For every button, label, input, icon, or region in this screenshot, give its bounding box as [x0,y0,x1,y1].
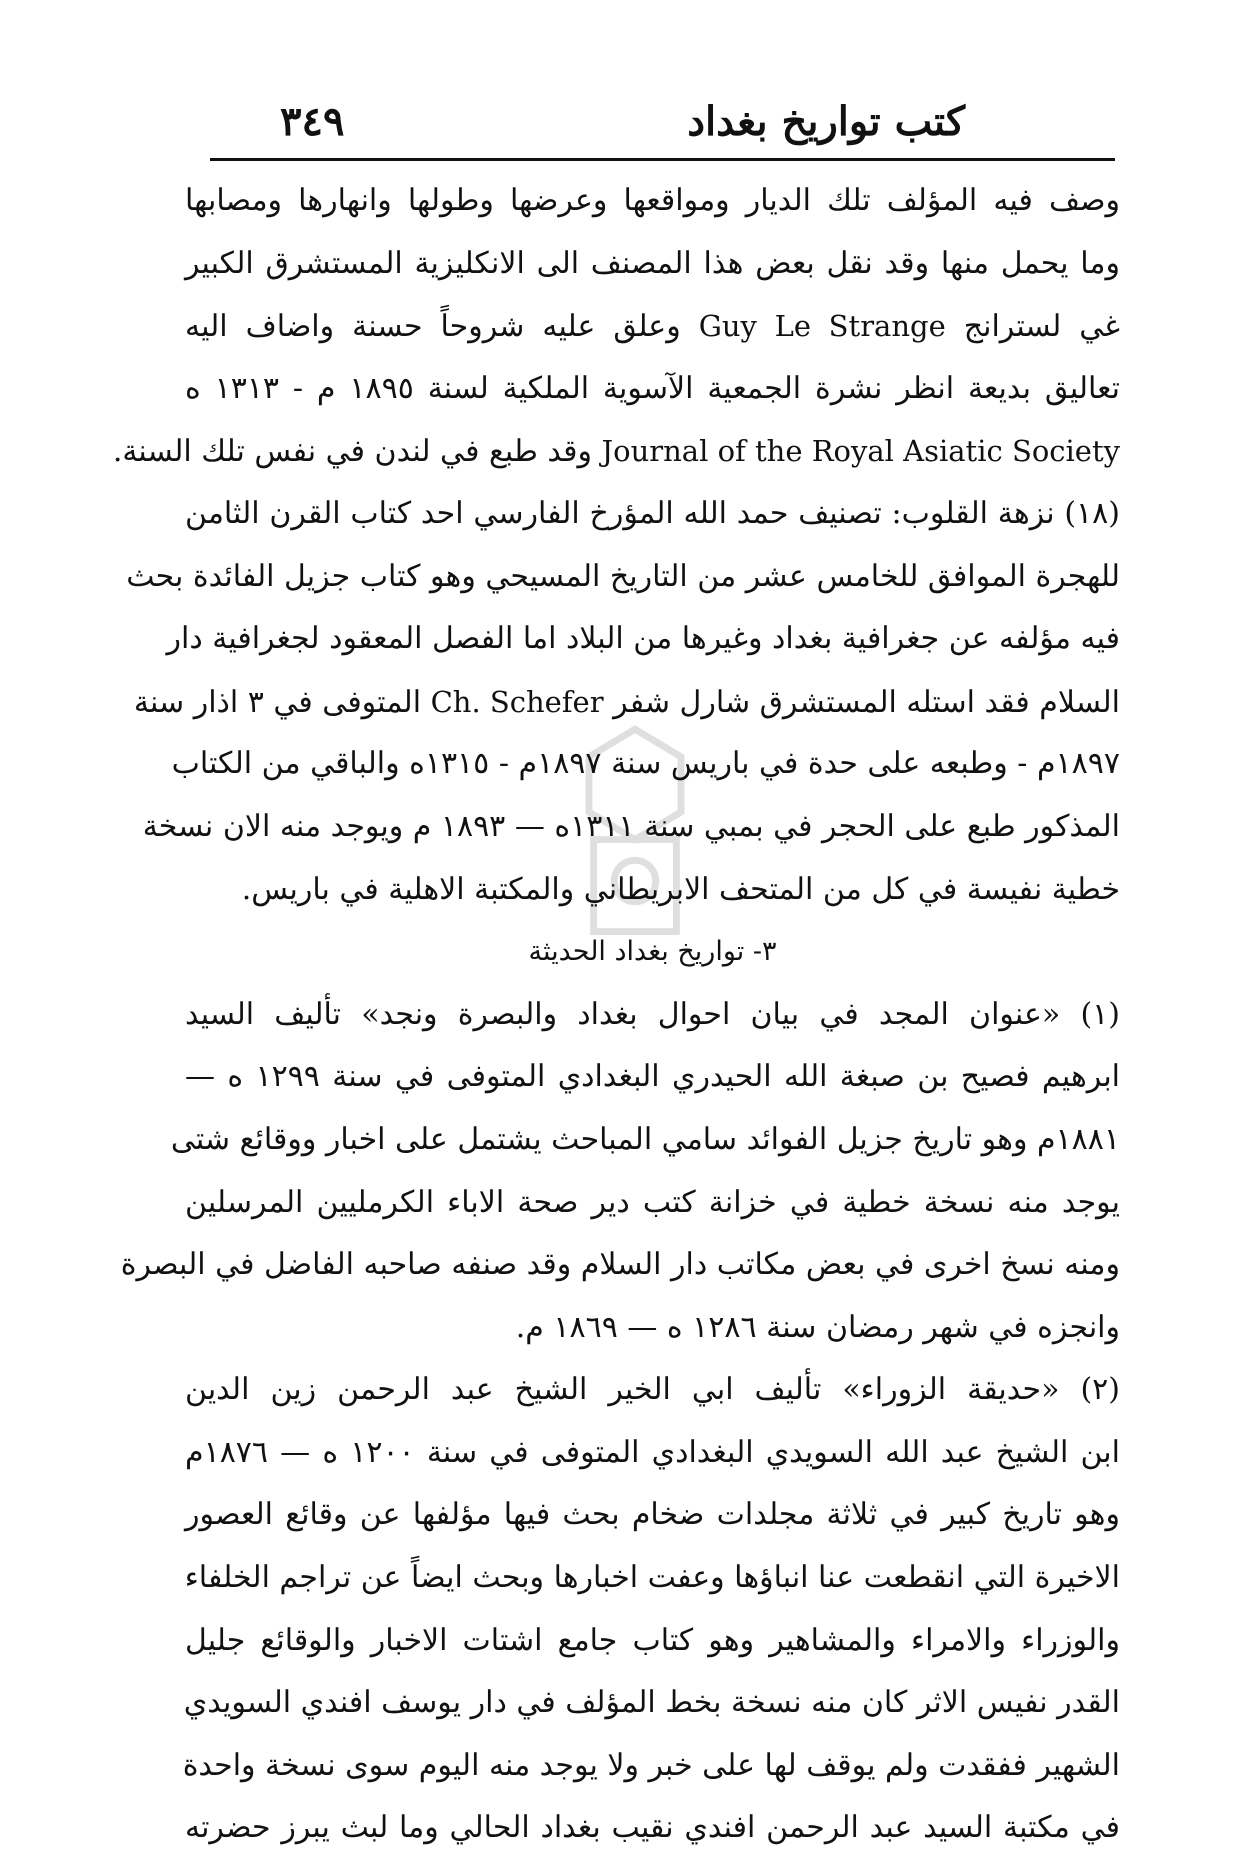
arabic-text: ومنه نسخ اخرى في بعض مكاتب دار السلام وقد صنفه صاحبه الفاضل في البصرة [120,1247,1120,1283]
text-line [185,1547,1120,1610]
body-text [112,170,1121,1860]
text-line [185,1484,1120,1547]
arabic-text: في مكتبة السيد عبد الرحمن افندي نقيب بغداد الحالي وما لبث يبرز حضرته [185,1810,1120,1846]
arabic-text: ٣- تواريخ بغداد الحديثة [528,936,777,968]
section-heading [185,921,1120,984]
arabic-text: السلام فقد استله المستشرق شارل شفر [613,684,1120,720]
text-line [185,1297,1120,1360]
latin-text: Guy Le Strange [698,309,946,344]
text-line [185,1422,1120,1485]
arabic-text: (١٨) نزهة القلوب: تصنيف حمد الله المؤرخ الفارسي احد كتاب القرن الثامن [185,495,1120,531]
text-line [171,733,1120,796]
text-line [182,1735,1120,1798]
arabic-text: (٢) «حديقة الزوراء» تأليف ابي الخير الشيخ عبد الرحمن زين الدين [185,1372,1121,1408]
text-line [185,295,1120,358]
text-line [185,358,1120,421]
text-line [185,859,1120,922]
text-line [112,420,1120,483]
text-line [185,1610,1120,1673]
arabic-text: ابرهيم فصيح بن صبغة الله الحيدري البغدادي المتوفى في سنة ١٢٩٩ ه — [185,1059,1121,1095]
arabic-text: وانجزه في شهر رمضان سنة ١٢٨٦ ه — ١٨٦٩ م. [515,1309,1120,1345]
text-line [126,546,1120,609]
running-head [230,92,1115,152]
running-title: كتب تواريخ بغداد [687,98,965,145]
text-line [185,483,1120,546]
text-line [185,233,1120,296]
arabic-text: ١٨٩٧م - وطبعه على حدة في باريس سنة ١٨٩٧م - ١٣١٥ه والباقي من الكتاب [171,746,1120,782]
page-number: ٣٤٩ [280,98,345,145]
header-rule [210,158,1115,161]
text-line [185,984,1120,1047]
text-line [170,1109,1120,1172]
text-line [185,1797,1120,1860]
arabic-text: المذكور طبع على الحجر في بمبي سنة ١٣١١ه — ١٨٩٣ م ويوجد منه الان نسخة [142,808,1120,844]
arabic-text: الاخيرة التي انقطعت عنا انباؤها وعفت اخبارها وبحث ايضاً عن تراجم الخلفاء [184,1560,1120,1596]
arabic-text: وهو تاريخ كبير في ثلاثة مجلدات ضخام بحث فيها مؤلفها عن وقائع العصور [185,1497,1120,1533]
text-line [185,1672,1120,1735]
arabic-text: ابن الشيخ عبد الله السويدي البغدادي المتوفى في سنة ١٢٠٠ ه — ١٨٧٦م [185,1434,1120,1470]
arabic-text: (١) «عنوان المجد في بيان احوال بغداد والبصرة ونجد» تأليف السيد [185,996,1120,1032]
arabic-text: الشهير ففقدت ولم يوقف لها على خبر ولا يوجد منه اليوم سوى نسخة واحدة [182,1747,1120,1783]
arabic-text: للهجرة الموافق للخامس عشر من التاريخ المسيحي وهو كتاب جزيل الفائدة بحث [126,558,1120,594]
text-line [166,608,1120,671]
arabic-text: فيه مؤلفه عن جغرافية بغداد وغيرها من البلاد اما الفصل المعقود لجغرافية دار [166,621,1120,657]
arabic-text: وعلق عليه شروحاً حسنة واضاف اليه [185,309,681,345]
arabic-text: القدر نفيس الاثر كان منه نسخة بخط المؤلف في دار يوسف افندي السويدي [183,1685,1120,1721]
arabic-text: المتوفى في ٣ اذار سنة [133,684,422,720]
text-line [133,671,1120,734]
arabic-text: غي لسترانج [963,309,1120,345]
arabic-text: يوجد منه نسخة خطية في خزانة كتب دير صحة الاباء الكرمليين المرسلين [185,1184,1120,1220]
arabic-text: ١٨٨١م وهو تاريخ جزيل الفوائد سامي المباحث يشتمل على اخبار ووقائع شتى [170,1121,1120,1157]
text-line [185,1359,1120,1422]
latin-text: Journal of the Royal Asiatic Society [601,434,1120,469]
arabic-text: وقد طبع في لندن في نفس تلك السنة. [112,434,592,470]
text-line [120,1234,1120,1297]
latin-text: Ch. Schefer [430,684,604,719]
text-line [185,1172,1120,1235]
text-line [142,796,1120,859]
text-line [185,170,1120,233]
text-line [185,1046,1120,1109]
arabic-text: تعاليق بديعة انظر نشرة الجمعية الآسوية الملكية لسنة ١٨٩٥ م - ١٣١٣ ه [185,370,1120,406]
arabic-text: خطية نفيسة في كل من المتحف الابريطاني والمكتبة الاهلية في باريس. [241,871,1120,907]
arabic-text: وصف فيه المؤلف تلك الديار ومواقعها وعرضها وطولها وانهارها ومصابها [185,183,1120,218]
arabic-text: والوزراء والامراء والمشاهير وهو كتاب جامع اشتات الاخبار والوقائع جليل [185,1622,1120,1658]
arabic-text: وما يحمل منها وقد نقل بعض هذا المصنف الى الانكليزية المستشرق الكبير [185,245,1120,281]
